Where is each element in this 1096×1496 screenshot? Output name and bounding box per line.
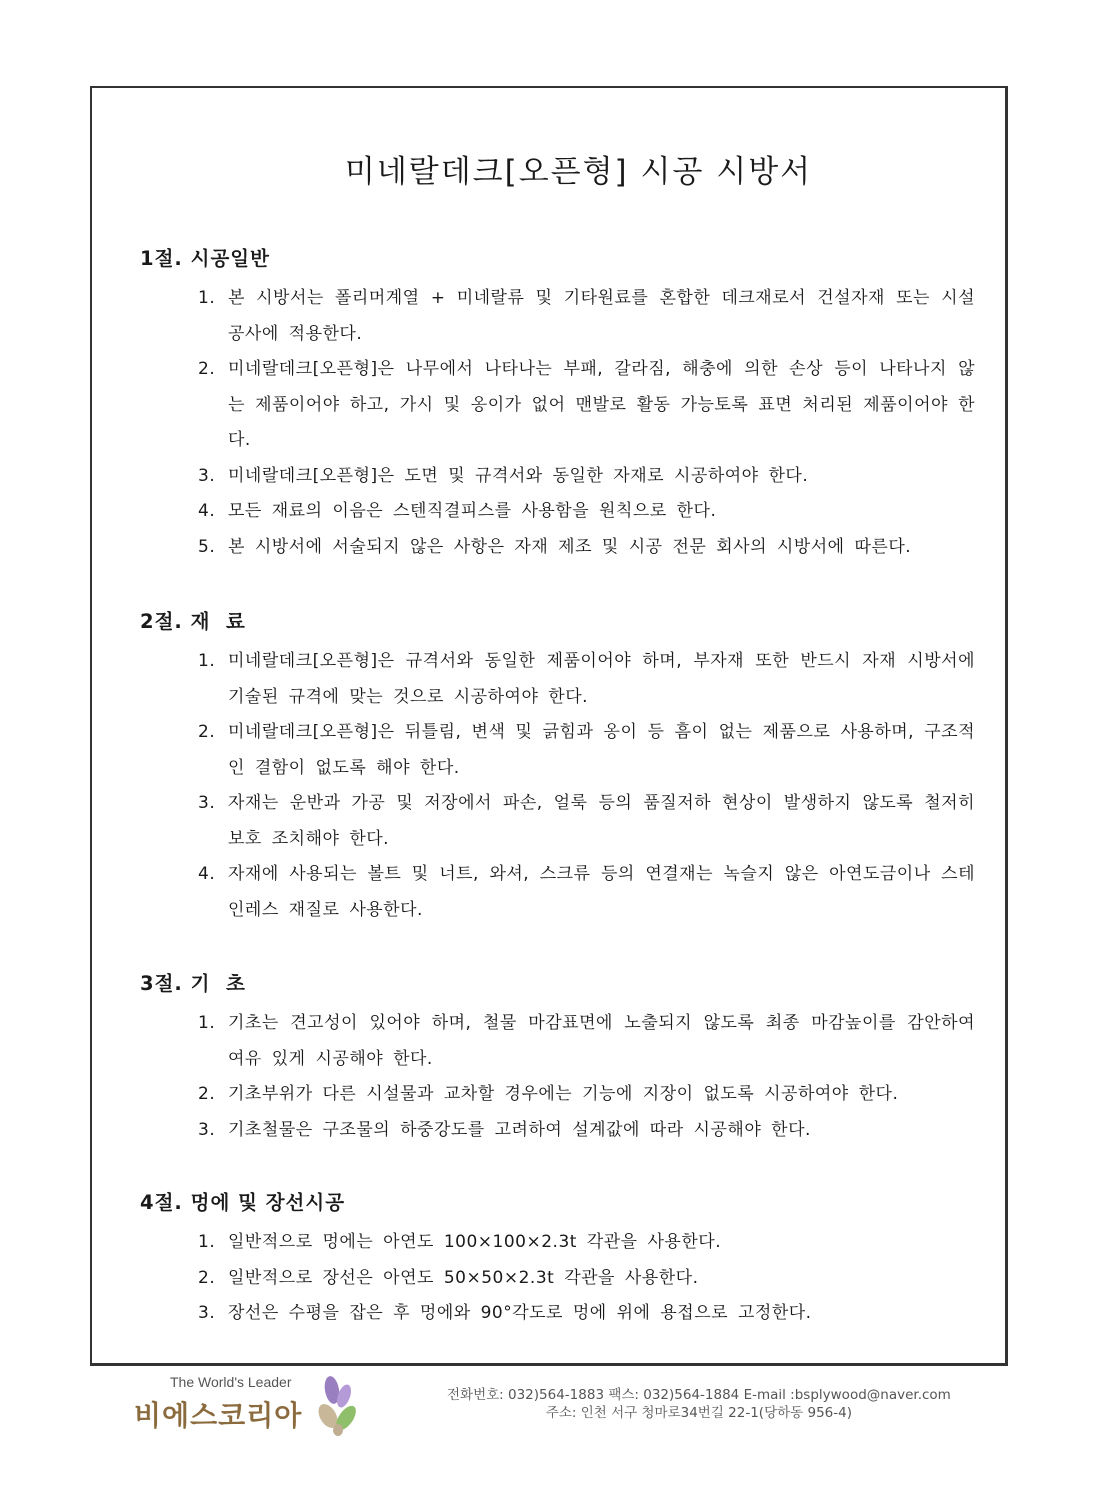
list-item: [140, 1006, 975, 1077]
item-number: 1.: [198, 288, 216, 308]
section-heading: 4절. 멍에 및 장선시공: [140, 1191, 346, 1214]
item-number: 2.: [198, 1084, 216, 1104]
item-list: [140, 1006, 975, 1148]
list-item: [140, 352, 975, 459]
list-item: [140, 644, 975, 715]
contact-info: [447, 1386, 951, 1422]
section-foundation: [140, 968, 975, 1148]
item-text: 자재에 사용되는 볼트 및 너트, 와셔, 스크류 등의 연결재는 녹슬지 않은 아연도금이나 스테인레스 재질로 사용한다.: [228, 864, 975, 920]
item-number: 4.: [198, 501, 216, 521]
section-general: [140, 243, 975, 565]
item-text: 미네랄데크[오픈형]은 뒤틀림, 변색 및 긁힘과 옹이 등 흠이 없는 제품으로 사용하며, 구조적인 결함이 없도록 해야 한다.: [228, 722, 975, 778]
document-title: 미네랄데크[오픈형] 시공 시방서: [344, 154, 813, 190]
item-number: 3.: [198, 793, 216, 813]
section-materials: [140, 606, 975, 928]
company-logo: [130, 1372, 370, 1436]
list-item: [140, 1225, 975, 1261]
list-item: [140, 1296, 975, 1332]
item-number: 2.: [198, 722, 216, 742]
item-list: [140, 281, 975, 565]
item-number: 3.: [198, 1303, 216, 1323]
item-number: 1.: [198, 651, 216, 671]
item-text: 기초철물은 구조물의 하중강도를 고려하여 설계값에 따라 시공해야 한다.: [228, 1119, 811, 1140]
item-text: 미네랄데크[오픈형]은 규격서와 동일한 제품이어야 하며, 부자재 또한 반드시 자재 시방서에 기술된 규격에 맞는 것으로 시공하여야 한다.: [228, 651, 975, 707]
item-number: 5.: [198, 536, 216, 557]
section-heading: 3절. 기 초: [140, 972, 246, 995]
list-item: [140, 857, 975, 928]
item-text: 본 시방서는 폴리머계열 + 미네랄류 및 기타원료를 혼합한 데크재로서 건설자재 또는 시설공사에 적용한다.: [228, 288, 975, 344]
item-text: 기초는 견고성이 있어야 하며, 철물 마감표면에 노출되지 않도록 최종 마감높이를 감안하여 여유 있게 시공해야 한다.: [228, 1013, 975, 1069]
contact-address: 주소: 인천 서구 청마로34번길 22-1(당하동 956-4): [545, 1405, 852, 1421]
list-item: [140, 530, 975, 566]
item-list: [140, 644, 975, 928]
contact-phone-email: 전화번호: 032)564-1883 팩스: 032)564-1884 E-mail :bsplywood@naver.com: [447, 1387, 951, 1403]
item-text: 일반적으로 멍에는 아연도 100×100×2.3t 각관을 사용한다.: [228, 1232, 722, 1252]
item-text: 장선은 수평을 잡은 후 멍에와 90°각도로 멍에 위에 용접으로 고정한다.: [228, 1303, 812, 1323]
list-item: [140, 459, 975, 495]
logo-brand-name: 비에스코리아: [134, 1399, 303, 1432]
list-item: [140, 1077, 975, 1113]
item-text: 미네랄데크[오픈형]은 도면 및 규격서와 동일한 자재로 시공하여야 한다.: [228, 465, 809, 486]
item-number: 4.: [198, 864, 216, 884]
list-item: [140, 1261, 975, 1297]
section-heading: 1절. 시공일반: [140, 247, 270, 270]
item-list: [140, 1225, 975, 1332]
section-girder-joist: [140, 1187, 975, 1332]
list-item: [140, 715, 975, 786]
item-text: 본 시방서에 서술되지 않은 사항은 자재 제조 및 시공 전문 회사의 시방서에 따른다.: [228, 536, 912, 557]
list-item: [140, 281, 975, 352]
item-text: 모든 재료의 이음은 스텐직결피스를 사용함을 원칙으로 한다.: [228, 501, 717, 521]
section-heading: 2절. 재 료: [140, 610, 246, 633]
logo-tagline: The World's Leader: [170, 1374, 292, 1390]
document-frame: [90, 86, 1008, 1366]
list-item: [140, 494, 975, 530]
item-number: 3.: [198, 465, 216, 486]
item-text: 일반적으로 장선은 아연도 50×50×2.3t 각관을 사용한다.: [228, 1267, 699, 1288]
item-number: 1.: [198, 1013, 216, 1033]
page-footer: [0, 1366, 1096, 1496]
item-text: 기초부위가 다른 시설물과 교차할 경우에는 기능에 지장이 없도록 시공하여야 한다.: [228, 1084, 899, 1104]
item-number: 3.: [198, 1119, 216, 1140]
list-item: [140, 786, 975, 857]
item-number: 2.: [198, 1267, 216, 1288]
item-number: 1.: [198, 1232, 216, 1252]
item-text: 자재는 운반과 가공 및 저장에서 파손, 얼룩 등의 품질저하 현상이 발생하지 않도록 철저히 보호 조치해야 한다.: [228, 793, 975, 849]
item-text: 미네랄데크[오픈형]은 나무에서 나타나는 부패, 갈라짐, 해충에 의한 손상 등이 나타나지 않는 제품이어야 하고, 가시 및 옹이가 없어 맨발로 활동 가능토록 표면 처리된 제품이어야 한다.: [228, 359, 975, 450]
item-number: 2.: [198, 359, 216, 379]
list-item: [140, 1113, 975, 1149]
leaf-logo-icon: [314, 1374, 366, 1438]
